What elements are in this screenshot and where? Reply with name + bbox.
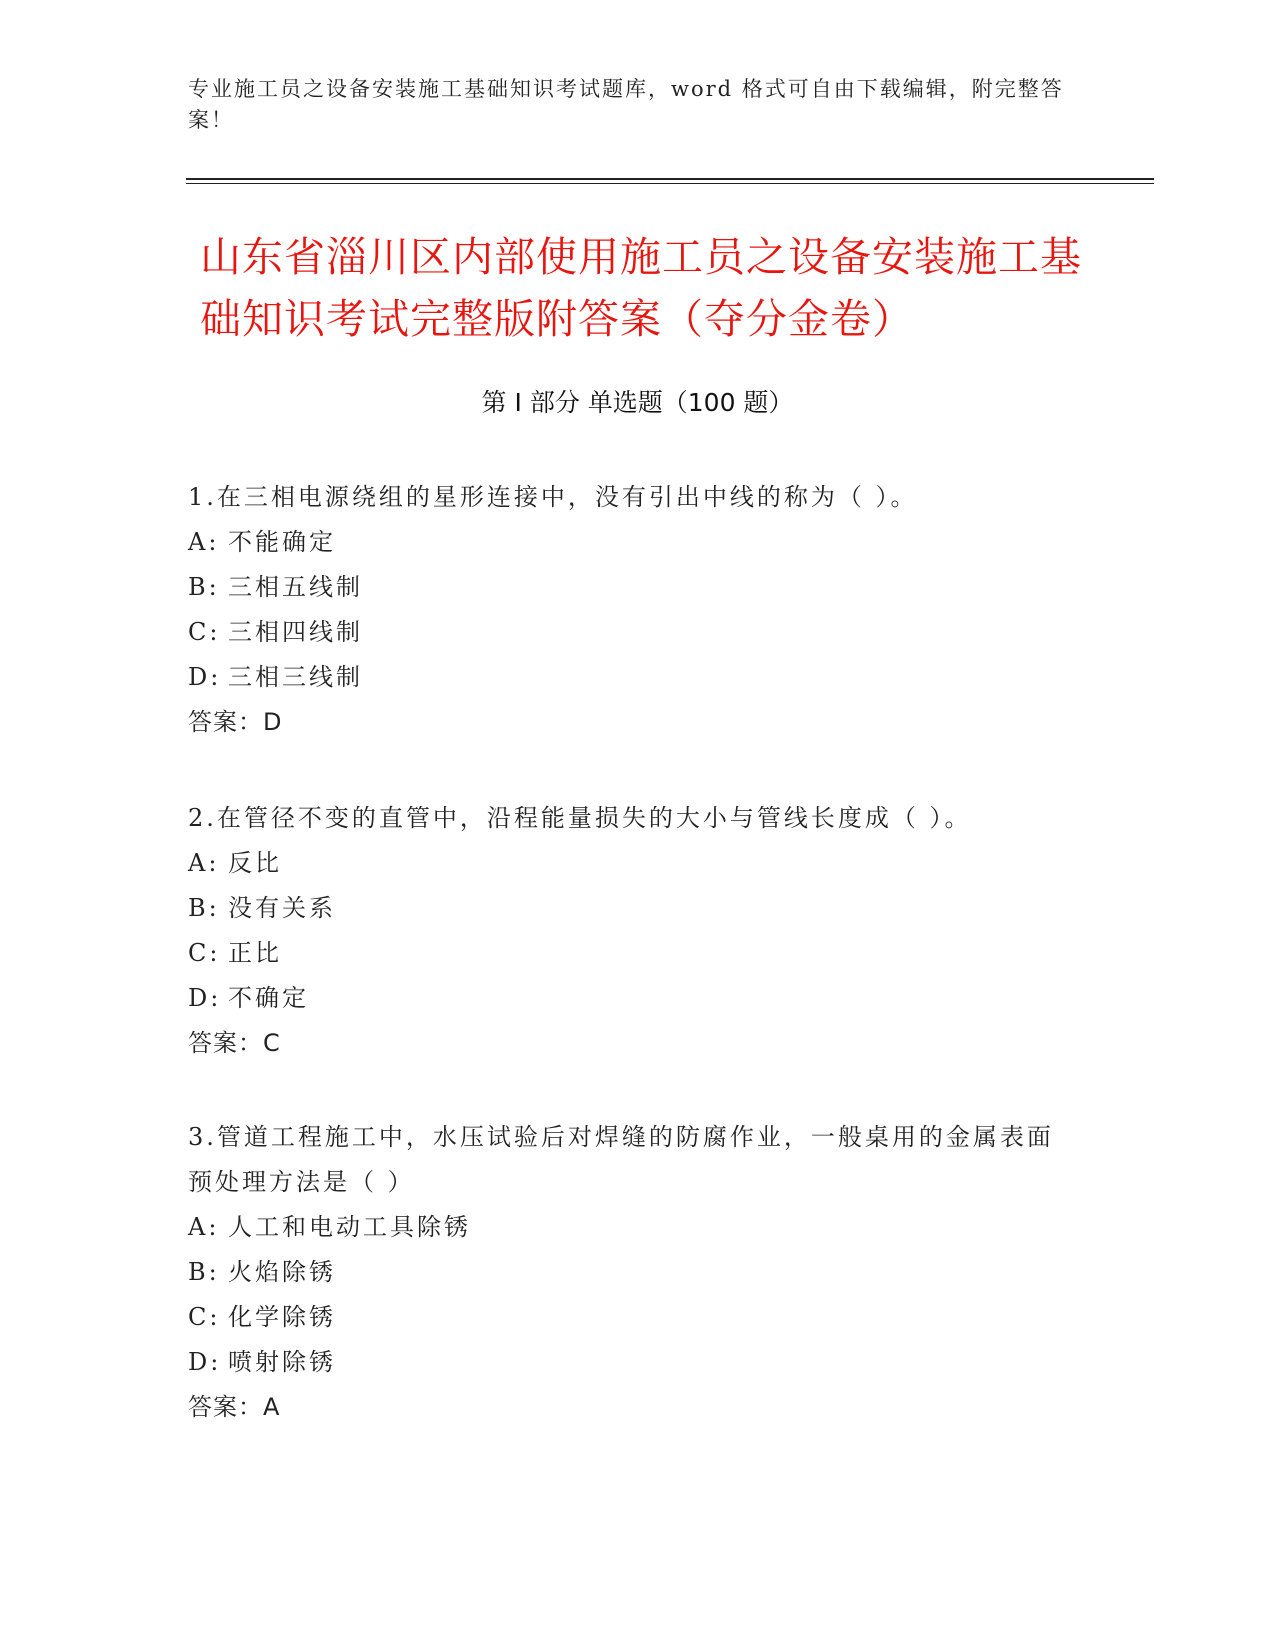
option-text: 正比 xyxy=(228,939,282,967)
option-text: 没有关系 xyxy=(228,894,336,922)
answer-line: 答案：A xyxy=(188,1393,281,1421)
option-b xyxy=(188,886,1068,931)
option-key: B: xyxy=(188,573,220,601)
option-key: D: xyxy=(188,663,222,691)
option-key: D: xyxy=(188,984,222,1012)
question-stem: 1.在三相电源绕组的星形连接中，没有引出中线的称为（ ）。 xyxy=(188,483,918,511)
option-text: 三相五线制 xyxy=(228,573,363,601)
option-text: 不确定 xyxy=(228,984,309,1012)
option-key: D: xyxy=(188,1348,222,1376)
option-text: 火焰除锈 xyxy=(228,1258,336,1286)
option-key: A: xyxy=(188,849,220,877)
option-d xyxy=(188,976,1068,1021)
option-text: 喷射除锈 xyxy=(228,1348,336,1376)
option-c xyxy=(188,931,1068,976)
option-text: 反比 xyxy=(228,849,282,877)
option-a xyxy=(188,841,1068,886)
header-divider xyxy=(186,178,1154,180)
option-text: 三相四线制 xyxy=(228,618,363,646)
question-1 xyxy=(188,475,1068,745)
option-text: 不能确定 xyxy=(228,528,336,556)
option-key: B: xyxy=(188,894,220,922)
header-note: 专业施工员之设备安装施工基础知识考试题库，word 格式可自由下载编辑，附完整答案！ xyxy=(188,77,1064,132)
answer-line: 答案：D xyxy=(188,708,283,736)
question-2 xyxy=(188,796,1068,1066)
option-c xyxy=(188,1295,1068,1340)
option-key: C: xyxy=(188,618,221,646)
option-key: C: xyxy=(188,939,221,967)
option-key: B: xyxy=(188,1258,220,1286)
option-b xyxy=(188,1250,1068,1295)
option-text: 人工和电动工具除锈 xyxy=(228,1213,471,1241)
document-title: 山东省淄川区内部使用施工员之设备安装施工基础知识考试完整版附答案（夺分金卷） xyxy=(200,233,1082,343)
option-text: 三相三线制 xyxy=(228,663,363,691)
question-3 xyxy=(188,1115,1068,1430)
section-heading: 第 I 部分 单选题（100 题） xyxy=(481,388,794,417)
answer-line: 答案：C xyxy=(188,1029,281,1057)
option-d xyxy=(188,1340,1068,1385)
option-key: A: xyxy=(188,1213,220,1241)
option-b xyxy=(188,565,1068,610)
question-stem: 2.在管径不变的直管中，沿程能量损失的大小与管线长度成（ ）。 xyxy=(188,804,972,832)
option-a xyxy=(188,1205,1068,1250)
option-key: C: xyxy=(188,1303,221,1331)
header-divider-thin xyxy=(186,183,1154,184)
option-key: A: xyxy=(188,528,220,556)
option-d xyxy=(188,655,1068,700)
option-c xyxy=(188,610,1068,655)
question-stem: 3.管道工程施工中，水压试验后对焊缝的防腐作业，一般桌用的金属表面预处理方法是（ ） xyxy=(188,1123,1054,1196)
option-a xyxy=(188,520,1068,565)
option-text: 化学除锈 xyxy=(228,1303,336,1331)
